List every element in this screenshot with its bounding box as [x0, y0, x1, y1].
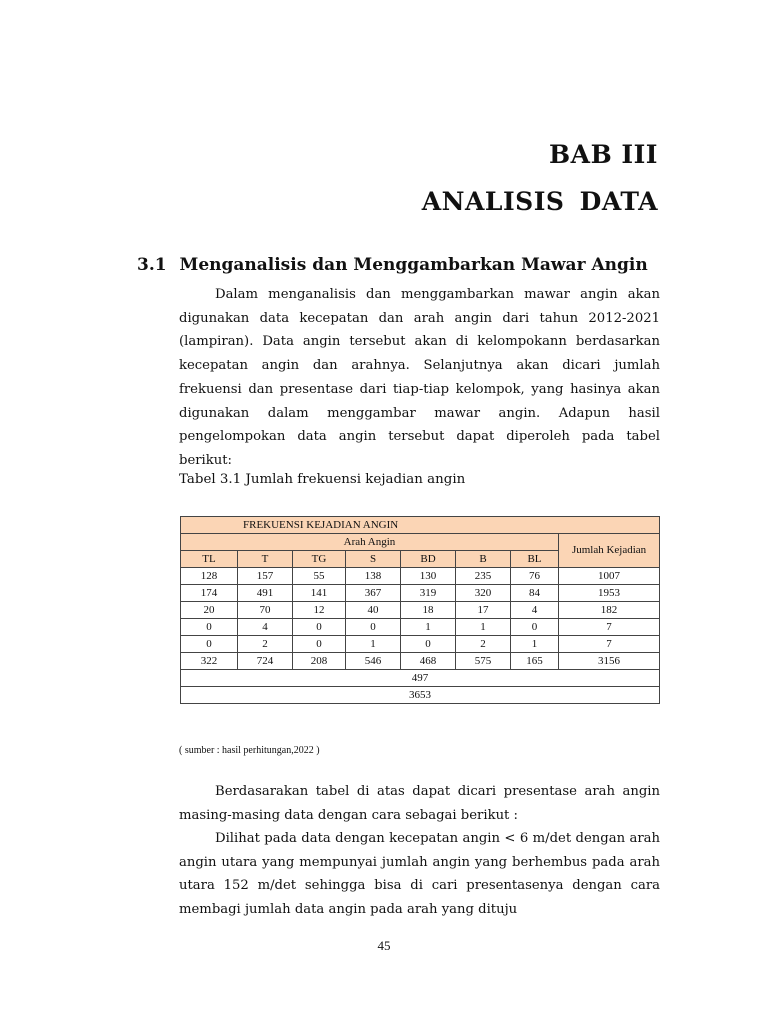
section-number: 3.1 [137, 255, 167, 275]
table-cell: 174 [181, 585, 238, 602]
section-heading [137, 255, 648, 275]
table-row-extra [181, 670, 660, 687]
table-row [181, 619, 660, 636]
frequency-table [180, 516, 660, 704]
column-header: BL [511, 551, 559, 568]
table-cell: 208 [293, 653, 346, 670]
table-cell: 575 [456, 653, 511, 670]
column-header: BD [401, 551, 456, 568]
group-header: Arah Angin [181, 534, 559, 551]
table-cell: 17 [456, 602, 511, 619]
section-title: Menganalisis dan Menggambarkan Mawar Angin [179, 255, 648, 275]
table-cell: 7 [559, 636, 660, 653]
table-row [181, 568, 660, 585]
table-row [181, 636, 660, 653]
table-cell: 165 [511, 653, 559, 670]
table-cell: 2 [456, 636, 511, 653]
table-cell: 130 [401, 568, 456, 585]
table-cell: 1 [401, 619, 456, 636]
table-cell: 182 [559, 602, 660, 619]
table-cell: 235 [456, 568, 511, 585]
chapter-number: BAB III [549, 140, 658, 169]
table-cell: 18 [401, 602, 456, 619]
table-cell: 724 [238, 653, 293, 670]
table-cell: 322 [181, 653, 238, 670]
paragraph-percentage-text: Berdasarakan tabel di atas dapat dicari presentase arah angin masing-masing data dengan cara sebagai berikut : [179, 784, 660, 823]
table-cell: 3653 [181, 687, 660, 704]
table-title: FREKUENSI KEJADIAN ANGIN [181, 517, 660, 534]
table-row-total [181, 653, 660, 670]
table-cell: 0 [181, 619, 238, 636]
total-header: Jumlah Kejadian [559, 534, 660, 568]
table-cell: 84 [511, 585, 559, 602]
table-cell: 157 [238, 568, 293, 585]
table-cell: 0 [401, 636, 456, 653]
table-cell: 1 [511, 636, 559, 653]
table-cell: 319 [401, 585, 456, 602]
table-row [181, 585, 660, 602]
table-cell: 128 [181, 568, 238, 585]
table-cell: 40 [346, 602, 401, 619]
table-cell: 70 [238, 602, 293, 619]
table-cell: 1953 [559, 585, 660, 602]
table-cell: 2 [238, 636, 293, 653]
table-cell: 141 [293, 585, 346, 602]
table-cell: 367 [346, 585, 401, 602]
table-cell: 491 [238, 585, 293, 602]
column-header: T [238, 551, 293, 568]
table-cell: 1 [456, 619, 511, 636]
table-cell: 0 [293, 636, 346, 653]
page-number: 45 [377, 938, 391, 953]
table-cell: 1 [346, 636, 401, 653]
table-cell: 3156 [559, 653, 660, 670]
paragraph-intro-text: Dalam menganalisis dan menggambarkan mawar angin akan digunakan data kecepatan dan arah angin dari tahun 2012-2021 (lampiran). Data angin tersebut akan di kelompokann berdasarkan kecepatan angin dan arahnya. Selanjutnya akan dicari jumlah frekuensi dan presentase dari tiap-tiap kelompok, yang hasinya akan digunakan dalam menggambar mawar angin. Adapun hasil pengelompokan data angin tersebut dapat diperoleh pada tabel berikut: [179, 287, 660, 468]
paragraph-example [179, 827, 660, 922]
table-cell: 1007 [559, 568, 660, 585]
table-cell: 320 [456, 585, 511, 602]
table-cell: 0 [346, 619, 401, 636]
table-cell: 12 [293, 602, 346, 619]
table-caption: Tabel 3.1 Jumlah frekuensi kejadian angin [179, 472, 466, 487]
table-cell: 0 [181, 636, 238, 653]
paragraph-percentage [179, 780, 660, 827]
table-cell: 0 [293, 619, 346, 636]
column-header: B [456, 551, 511, 568]
table-source: ( sumber : hasil perhitungan,2022 ) [179, 745, 320, 756]
table-cell: 4 [511, 602, 559, 619]
table-row-extra [181, 687, 660, 704]
table-cell: 0 [511, 619, 559, 636]
table-cell: 4 [238, 619, 293, 636]
table-cell: 7 [559, 619, 660, 636]
column-header: TG [293, 551, 346, 568]
table-cell: 546 [346, 653, 401, 670]
table-cell: 468 [401, 653, 456, 670]
table-cell: 55 [293, 568, 346, 585]
table-cell: 20 [181, 602, 238, 619]
table-cell: 138 [346, 568, 401, 585]
table-row [181, 602, 660, 619]
table-cell: 76 [511, 568, 559, 585]
table-cell: 497 [181, 670, 660, 687]
paragraph-intro [179, 283, 660, 473]
column-header: S [346, 551, 401, 568]
column-header: TL [181, 551, 238, 568]
chapter-title: ANALISIS DATA [421, 187, 658, 216]
paragraph-example-text: Dilihat pada data dengan kecepatan angin < 6 m/det dengan arah angin utara yang mempunyai jumlah angin yang berhembus pada arah utara 152 m/det sehingga bisa di cari presentasenya dengan cara membagi jumlah data angin pada arah yang dituju [179, 831, 660, 918]
